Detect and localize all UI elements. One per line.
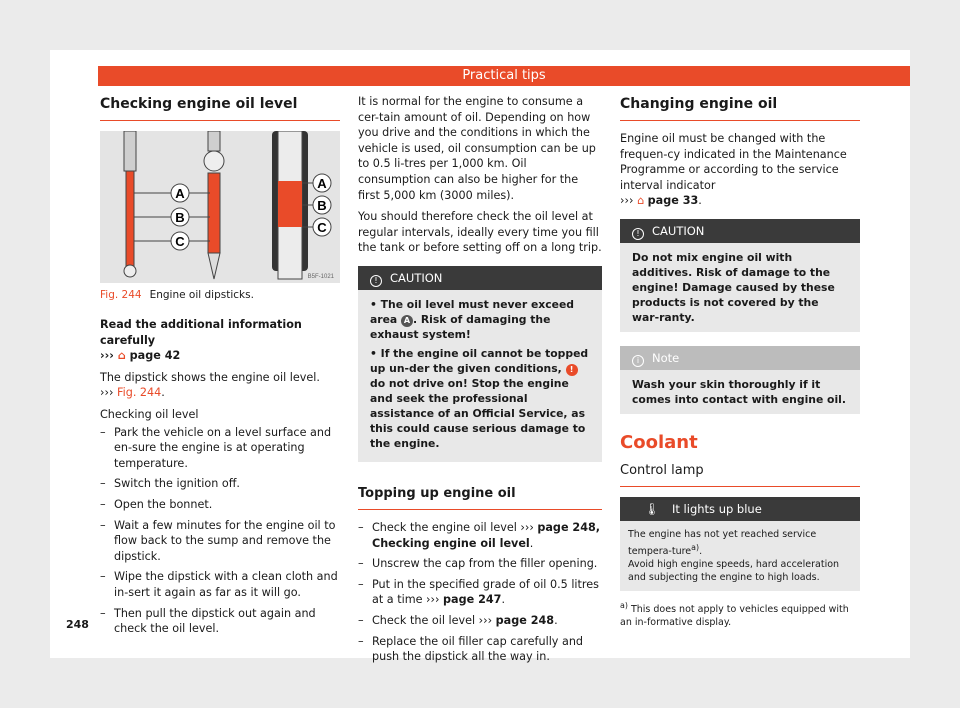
section-header: Practical tips — [98, 66, 910, 86]
list-item: – Park the vehicle on a level surface and en-sure the engine is at operating temperature. — [100, 425, 340, 472]
list-item: – Wipe the dipstick with a clean cloth and in-sert it again as far as it will go. — [100, 569, 340, 600]
warning-lamp-icon: ! — [566, 364, 578, 376]
book-icon: ⌂ — [117, 349, 126, 363]
intro-text: The dipstick shows the engine oil level. ››› Fig. 244. — [100, 370, 320, 400]
section-title-topping-up: Topping up engine oil — [358, 478, 602, 510]
figure-label-c: C — [175, 234, 185, 249]
step-link[interactable]: page 248 — [495, 613, 555, 627]
column-2 — [358, 94, 602, 671]
list-item: – Replace the oil filler cap carefully and push the dipstick all the way in. — [358, 634, 602, 665]
figure-label-a2: A — [317, 176, 327, 191]
list-item: – Switch the ignition off. — [100, 476, 340, 492]
step-link[interactable]: page 247 — [443, 593, 502, 607]
caution-body: Do not mix engine oil with additives. Risk of damage to the engine! Damage caused by these products is not covered by the war-ranty. — [632, 250, 835, 324]
figure-caption-text: Engine oil dipsticks. — [149, 289, 254, 301]
read-more: Read the additional information carefully ››› ⌂ page 42 — [100, 318, 302, 363]
area-a-tag: A — [401, 315, 413, 327]
dipstick-illustration — [100, 131, 340, 283]
service-link[interactable]: page 33 — [647, 194, 699, 208]
list-item: – Check the oil level ››› page 248. — [358, 613, 602, 629]
note-body: Wash your skin thoroughly if it comes into contact with engine oil. — [632, 377, 846, 406]
control-lamp-body: The engine has not yet reached service tempera-ture$^{a)}$. Avoid high engine speeds, hard acceleration and subjecting the engine to high loads. — [628, 528, 840, 584]
figure-caption — [100, 289, 340, 301]
coolant-heading: Coolant — [620, 431, 698, 453]
topping-steps — [358, 520, 602, 665]
note-box — [620, 346, 860, 414]
info-icon: i — [632, 355, 644, 367]
caution-box-additives — [620, 219, 860, 332]
read-more-link[interactable]: page 42 — [129, 349, 181, 363]
book-icon: ⌂ — [636, 194, 645, 208]
dipstick-figure — [100, 131, 340, 283]
caution-header: ! CAUTION — [358, 266, 602, 290]
section-title-changing-oil: Changing engine oil — [620, 96, 860, 121]
figure-label-b: B — [175, 210, 185, 225]
list-item: – Put in the specified grade of oil 0.5 litres at a time ››› page 247. — [358, 577, 602, 608]
manual-page — [50, 50, 910, 664]
note-header: i Note — [620, 346, 860, 370]
figure-ref-link[interactable]: Fig. 244 — [116, 386, 162, 400]
caution-icon: ! — [370, 275, 382, 287]
checking-steps — [100, 425, 340, 637]
subhead-checking: Checking oil level — [100, 407, 199, 421]
list-item: – Wait a few minutes for the engine oil to flow back to the sump and remove the dipstick. — [100, 518, 340, 565]
control-lamp-heading: Control lamp — [620, 453, 860, 487]
list-item: – Open the bonnet. — [100, 497, 340, 513]
coolant-temperature-icon: 🌡 — [644, 501, 660, 516]
column-3 — [620, 96, 860, 629]
figure-label-b2: B — [317, 198, 327, 213]
check-interval-text: You should therefore check the oil level at regular intervals, ideally every time you fill the tank or before setting off on a long trip. — [358, 210, 602, 255]
figure-label-c2: C — [317, 220, 327, 235]
page-number: 248 — [66, 618, 89, 631]
footnote: $^{a)}$ This does not apply to vehicles equipped with an in-formative display. — [620, 601, 849, 629]
caution-header: ! CAUTION — [620, 219, 860, 243]
consumption-text: It is normal for the engine to consume a cer-tain amount of oil. Depending on how you drive and the conditions in which the vehicle is used, oil consumption can be up to 0.5 li-tres per 1,000 km. Oil consumption can also be higher for the first 5,000 km (3000 miles). — [358, 95, 596, 202]
step-link[interactable]: page 248, Checking engine oil level — [372, 520, 601, 550]
changing-oil-text: Engine oil must be changed with the frequen-cy indicated in the Maintenance Programme or according to the service interval indicator ››› ⌂ page 33. — [620, 132, 847, 208]
figure-number: Fig. 244 — [100, 289, 142, 301]
list-item: – Then pull the dipstick out again and check the oil level. — [100, 606, 340, 637]
caution-icon: ! — [632, 228, 644, 240]
caution-body: • The oil level must never exceed area A . Risk of damaging the exhaust system! • If the engine oil cannot be topped up un-der the given conditions, ! do not drive on! Stop the engine and seek the professional assistance of an Official Service, as this could cause serious damage to the engine. — [370, 297, 589, 450]
control-lamp-header: 🌡 It lights up blue — [620, 497, 860, 521]
caution-box-oil-level — [358, 266, 602, 462]
column-1 — [100, 96, 340, 643]
figure-code: B5F-1021 — [307, 274, 334, 280]
section-title-checking-oil: Checking engine oil level — [100, 96, 340, 121]
list-item: – Check the engine oil level ››› page 248, Checking engine oil level. — [358, 520, 602, 551]
list-item: – Unscrew the cap from the filler opening. — [358, 556, 602, 572]
figure-label-a: A — [175, 186, 185, 201]
control-lamp-box — [620, 497, 860, 591]
